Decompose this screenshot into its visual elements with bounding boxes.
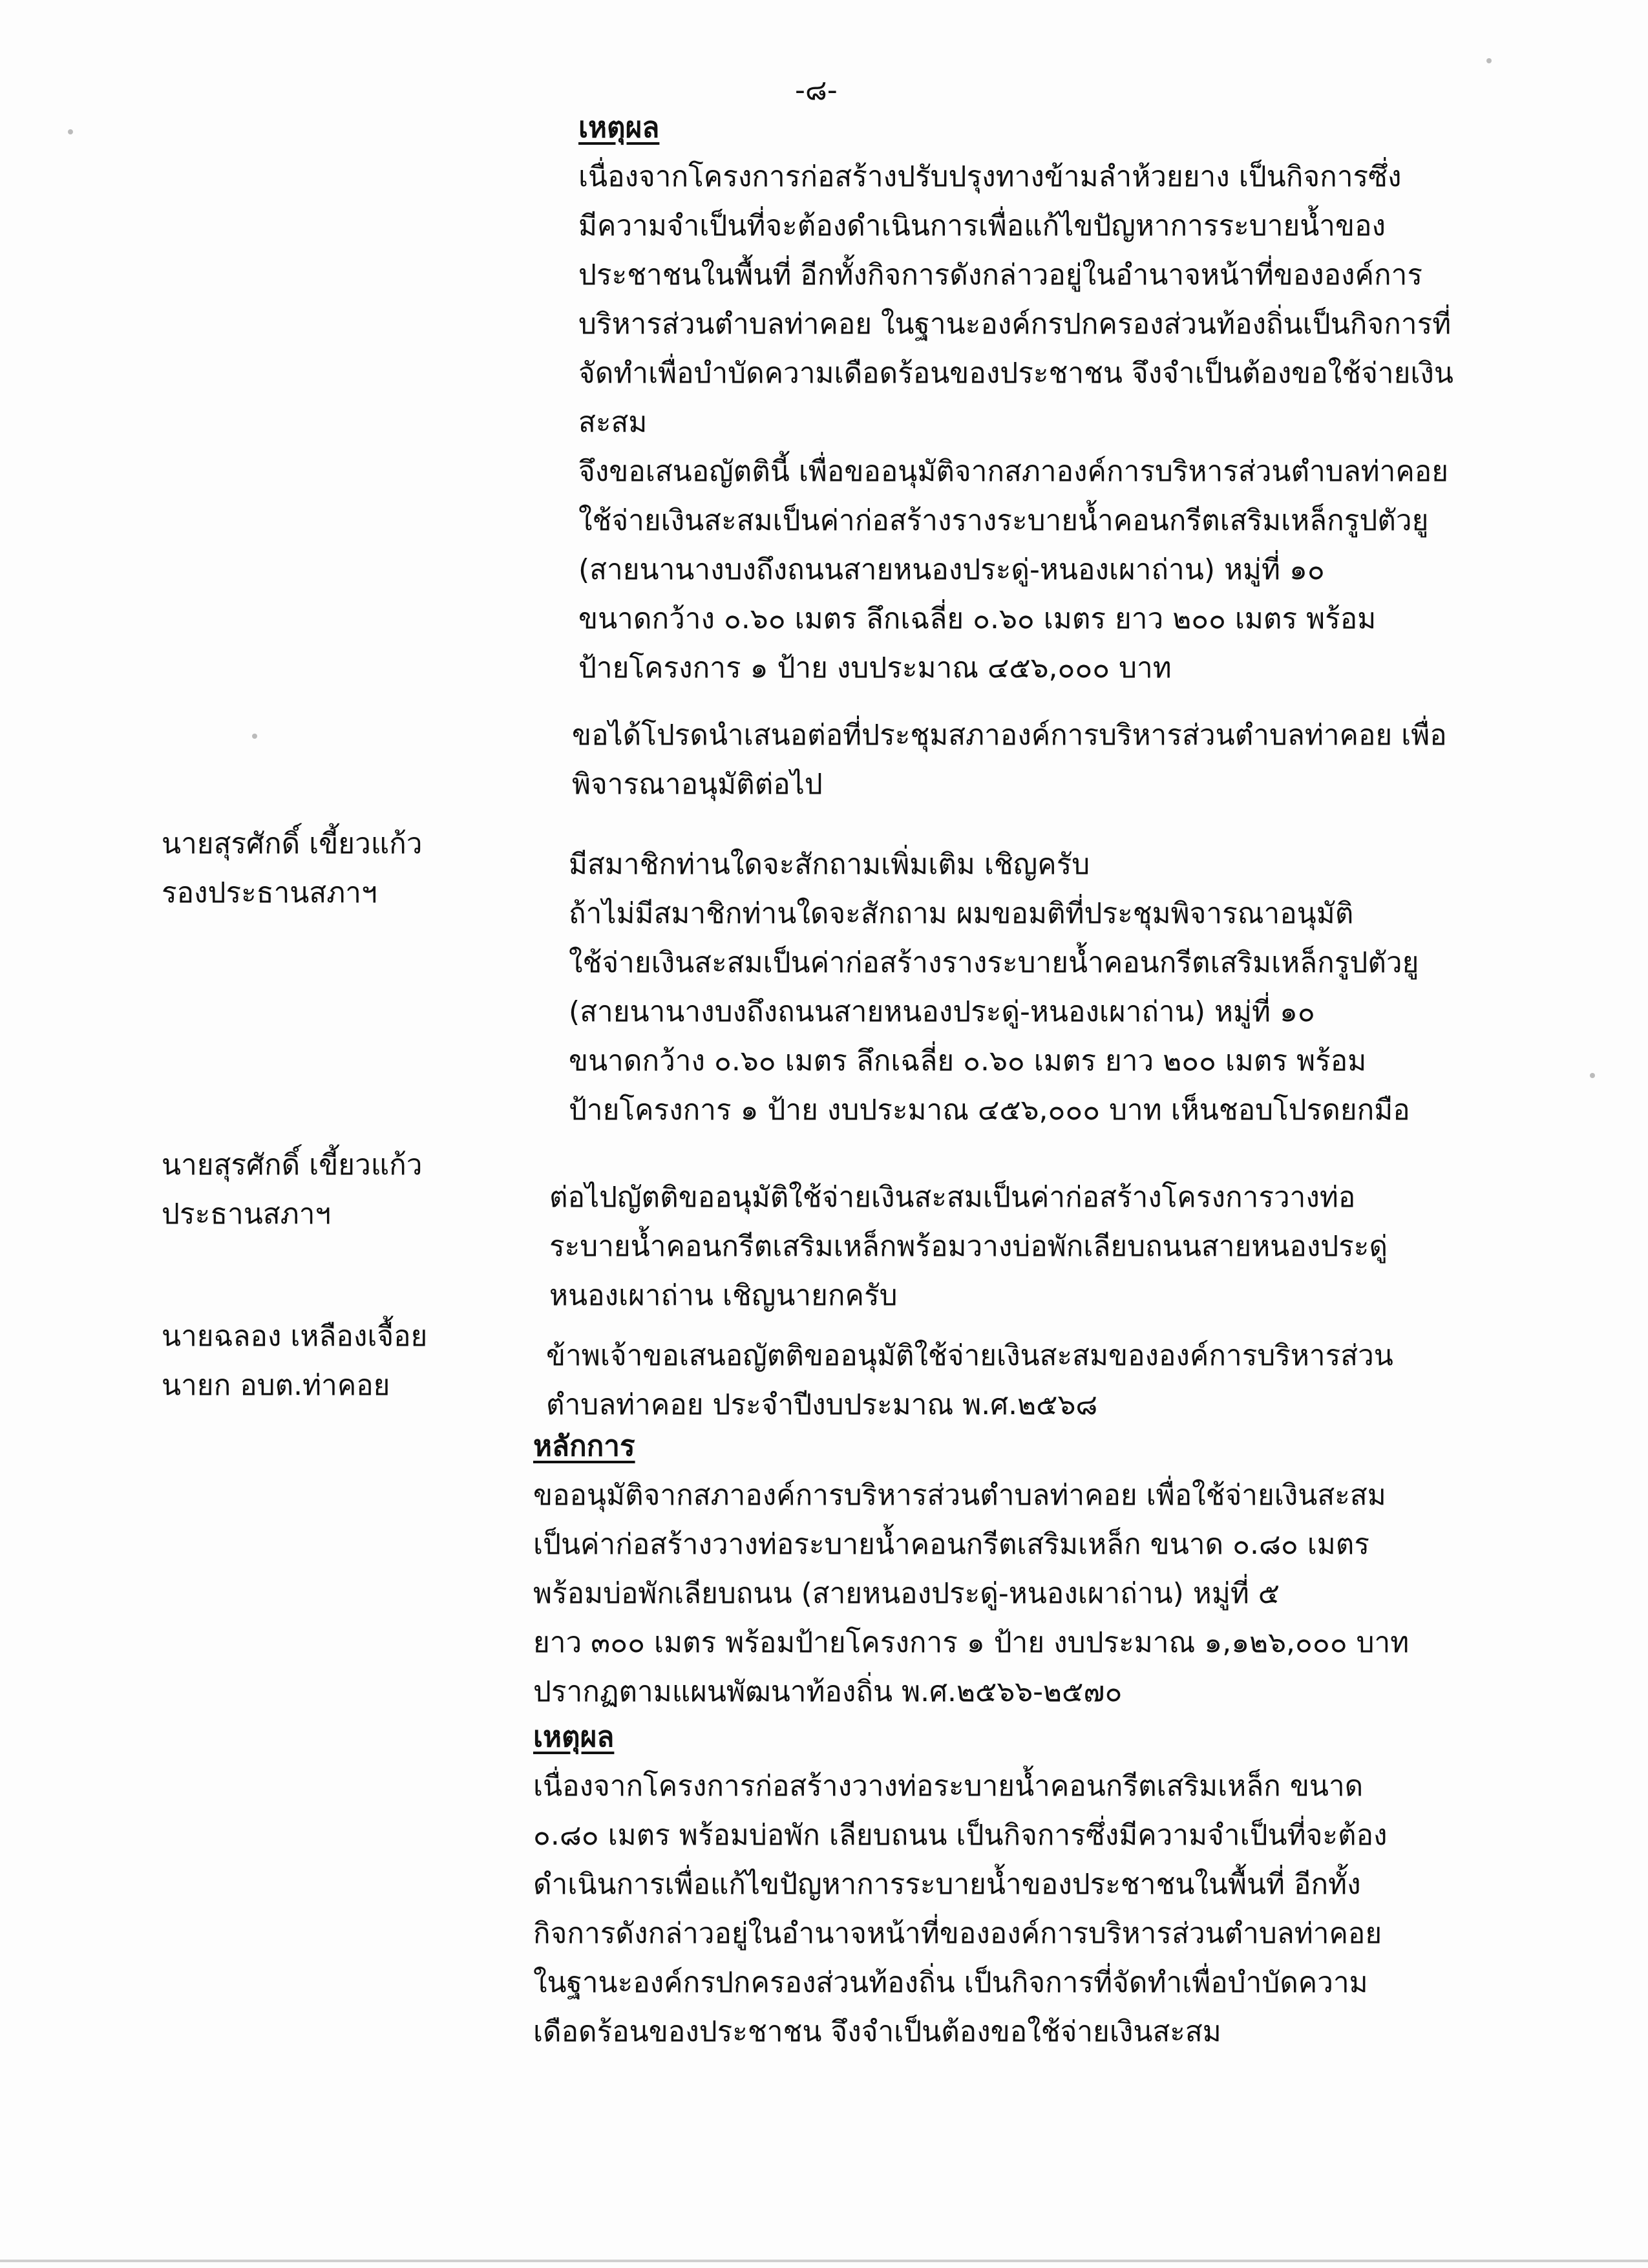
text-line: ใช้จ่ายเงินสะสมเป็นค่าก่อสร้างรางระบายน้ำคอนกรีตเสริมเหล็กรูปตัวยู [569, 946, 1419, 979]
scan-edge [0, 2260, 1648, 2262]
page-number: -๘- [795, 74, 838, 107]
principle-section [533, 1422, 1409, 1717]
speaker-role: รองประธานสภาฯ [162, 876, 377, 909]
text-line: ข้าพเจ้าขอเสนอญัตติขออนุมัติใช้จ่ายเงินสะสมขององค์การบริหารส่วน [546, 1339, 1393, 1372]
text-line: เนื่องจากโครงการก่อสร้างวางท่อระบายน้ำคอนกรีตเสริมเหล็ก ขนาด [533, 1770, 1364, 1803]
text-line: จัดทำเพื่อบำบัดความเดือดร้อนของประชาชน จึงจำเป็นต้องขอใช้จ่ายเงิน [578, 357, 1453, 390]
text-line: ยาว ๓๐๐ เมตร พร้อมป้ายโครงการ ๑ ป้าย งบประมาณ ๑,๑๒๖,๐๐๐ บาท [533, 1626, 1410, 1659]
speaker-name: นายสุรศักดิ์ เขี้ยวแก้ว [162, 827, 423, 860]
scan-speck [252, 734, 257, 739]
text-line: ขออนุมัติจากสภาองค์การบริหารส่วนตำบลท่าคอย เพื่อใช้จ่ายเงินสะสม [533, 1479, 1386, 1512]
text-line: มีสมาชิกท่านใดจะสักถามเพิ่มเติม เชิญครับ [569, 848, 1090, 881]
text-line: ปรากฏตามแผนพัฒนาท้องถิ่น พ.ศ.๒๕๖๖-๒๕๗๐ [533, 1675, 1123, 1708]
heading-reason: เหตุผล [578, 111, 660, 144]
text-line: ต่อไปญัตติขออนุมัติใช้จ่ายเงินสะสมเป็นค่าก่อสร้างโครงการวางท่อ [549, 1181, 1356, 1214]
scan-speck [1590, 1073, 1595, 1078]
text-line: มีความจำเป็นที่จะต้องดำเนินการเพื่อแก้ไขปัญหาการระบายน้ำของ [578, 209, 1386, 242]
text-line: ตำบลท่าคอย ประจำปีงบประมาณ พ.ศ.๒๕๖๘ [546, 1388, 1098, 1421]
text-line: ถ้าไม่มีสมาชิกท่านใดจะสักถาม ผมขอมติที่ประชุมพิจารณาอนุมัติ [569, 897, 1354, 930]
text-line: พร้อมบ่อพักเลียบถนน (สายหนองประดู่-หนองเผาถ่าน) หมู่ที่ ๕ [533, 1577, 1280, 1610]
heading-principle: หลักการ [533, 1430, 635, 1463]
text-line: สะสม [578, 406, 648, 439]
text-line: ดำเนินการเพื่อแก้ไขปัญหาการระบายน้ำของประชาชนในพื้นที่ อีกทั้ง [533, 1868, 1361, 1901]
text-line: ป้ายโครงการ ๑ ป้าย งบประมาณ ๔๕๖,๐๐๐ บาท [578, 652, 1172, 684]
text-line: บริหารส่วนตำบลท่าคอย ในฐานะองค์กรปกครองส่วนท้องถิ่นเป็นกิจการที่ [578, 308, 1452, 341]
text-line: เนื่องจากโครงการก่อสร้างปรับปรุงทางข้ามลำห้วยยาง เป็นกิจการซึ่ง [578, 160, 1402, 193]
scan-speck [1486, 58, 1492, 63]
text-line: พิจารณาอนุมัติต่อไป [572, 768, 823, 801]
text-line: ประชาชนในพื้นที่ อีกทั้งกิจการดังกล่าวอยู่ในอำนาจหน้าที่ขององค์การ [578, 259, 1422, 291]
text-line: เดือดร้อนของประชาชน จึงจำเป็นต้องขอใช้จ่ายเงินสะสม [533, 2015, 1221, 2048]
speech-block-1 [569, 840, 1419, 1135]
heading-reason: เหตุผล [533, 1721, 615, 1754]
text-line: เป็นค่าก่อสร้างวางท่อระบายน้ำคอนกรีตเสริมเหล็ก ขนาด ๐.๘๐ เมตร [533, 1528, 1369, 1561]
speaker-block-2 [162, 1141, 423, 1239]
speaker-block-3 [162, 1312, 427, 1410]
text-line: ป้ายโครงการ ๑ ป้าย งบประมาณ ๔๕๖,๐๐๐ บาท เห็นชอบโปรดยกมือ [569, 1094, 1410, 1127]
speaker-role: ประธานสภาฯ [162, 1198, 332, 1231]
text-line: กิจการดังกล่าวอยู่ในอำนาจหน้าที่ขององค์การบริหารส่วนตำบลท่าคอย [533, 1917, 1382, 1950]
speaker-name: นายฉลอง เหลืองเจื้อย [162, 1320, 428, 1353]
text-line: ระบายน้ำคอนกรีตเสริมเหล็กพร้อมวางบ่อพักเลียบถนนสายหนองประดู่ [549, 1230, 1388, 1263]
text-line: ๐.๘๐ เมตร พร้อมบ่อพัก เลียบถนน เป็นกิจการซึ่งมีความจำเป็นที่จะต้อง [533, 1819, 1388, 1852]
text-line: (สายนานางบงถึงถนนสายหนองประดู่-หนองเผาถ่าน) หมู่ที่ ๑๐ [569, 995, 1315, 1028]
section-reason-1 [578, 103, 1453, 693]
text-line: ขอได้โปรดนำเสนอต่อที่ประชุมสภาองค์การบริหารส่วนตำบลท่าคอย เพื่อ [572, 719, 1447, 752]
text-line: ขนาดกว้าง ๐.๖๐ เมตร ลึกเฉลี่ย ๐.๖๐ เมตร ยาว ๒๐๐ เมตร พร้อม [578, 602, 1377, 635]
text-line: ใช้จ่ายเงินสะสมเป็นค่าก่อสร้างรางระบายน้ำคอนกรีตเสริมเหล็กรูปตัวยู [578, 504, 1429, 537]
speech-block-2 [549, 1173, 1388, 1320]
text-line: จึงขอเสนอญัตตินี้ เพื่อขออนุมัติจากสภาองค์การบริหารส่วนตำบลท่าคอย [578, 455, 1449, 488]
speaker-role: นายก อบต.ท่าคอย [162, 1369, 390, 1402]
text-line: (สายนานางบงถึงถนนสายหนองประดู่-หนองเผาถ่าน) หมู่ที่ ๑๐ [578, 553, 1325, 586]
speech-block-3 [546, 1331, 1393, 1430]
section-closing-1 [572, 711, 1447, 809]
scan-speck [68, 129, 73, 134]
speaker-block-1 [162, 820, 423, 918]
reason-section-2 [533, 1713, 1388, 2057]
text-line: หนองเผาถ่าน เชิญนายกครับ [549, 1279, 898, 1312]
speaker-name: นายสุรศักดิ์ เขี้ยวแก้ว [162, 1149, 423, 1182]
text-line: ในฐานะองค์กรปกครองส่วนท้องถิ่น เป็นกิจการที่จัดทำเพื่อบำบัดความ [533, 1966, 1368, 1999]
text-line: ขนาดกว้าง ๐.๖๐ เมตร ลึกเฉลี่ย ๐.๖๐ เมตร ยาว ๒๐๐ เมตร พร้อม [569, 1044, 1367, 1077]
